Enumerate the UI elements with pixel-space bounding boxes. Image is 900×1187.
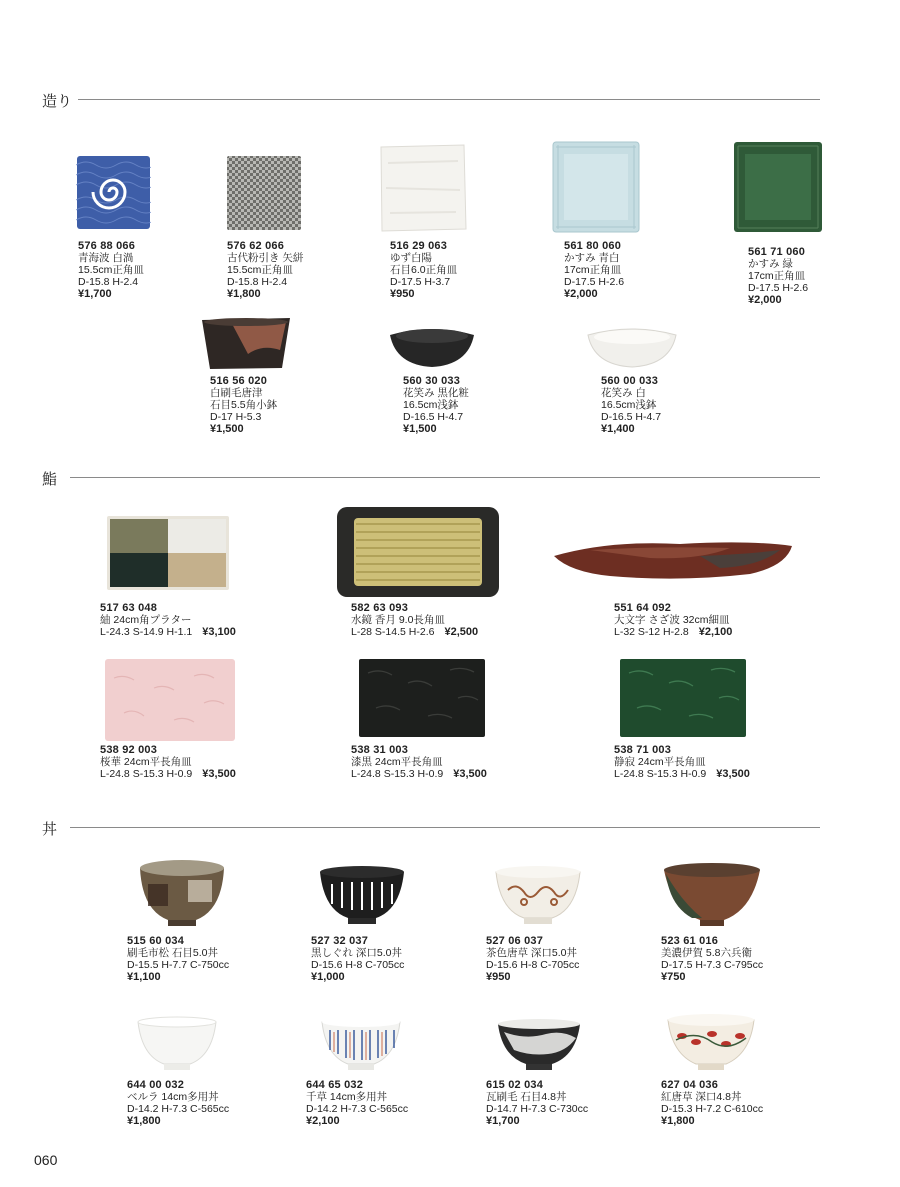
product-image [138,858,226,928]
product-name: 漆黒 24cm平長角皿 [351,756,443,768]
product-price: ¥950 [486,971,511,983]
product-dims: L-24.8 S-15.3 H-0.9 [351,768,444,780]
product-price: ¥2,000 [748,294,782,306]
product-code: 627 04 036 [661,1079,719,1091]
product-dims: D-16.5 H-4.7 [601,411,662,423]
product-image [336,506,500,598]
product-price: ¥1,800 [127,1115,161,1127]
page-number: 060 [34,1152,58,1168]
product-name: ゆず白陽 [390,252,432,264]
product-name: 瓦刷毛 石目4.8丼 [486,1091,567,1103]
section-divider [70,477,820,478]
product-dims: D-14.2 H-7.3 C-565cc [306,1103,409,1115]
product-price: ¥1,700 [78,288,112,300]
product-price: ¥1,800 [661,1115,695,1127]
product-name: 花笑み 黒化粧 [403,387,469,399]
product-code: 538 71 003 [614,744,672,756]
product-name: 紅唐草 深口4.8丼 [661,1091,742,1103]
product-price: ¥1,400 [601,423,635,435]
product-desc: 17cm正角皿 [748,270,806,282]
product-price: ¥1,700 [486,1115,520,1127]
product-code: 561 71 060 [748,246,806,258]
product-code: 644 00 032 [127,1079,185,1091]
product-image [226,155,302,231]
product-image [378,143,468,233]
product-desc: 15.5cm正角皿 [227,264,293,276]
product-image [104,658,236,742]
product-dims: D-17.5 H-2.6 [564,276,625,288]
product-dims: D-15.8 H-2.4 [78,276,139,288]
product-dims: D-14.2 H-7.3 C-565cc [127,1103,230,1115]
product-desc: 17cm正角皿 [564,264,622,276]
product-price: ¥950 [390,288,415,300]
product-price: ¥3,500 [716,768,750,780]
product-code: 538 92 003 [100,744,158,756]
product-price: ¥1,500 [403,423,437,435]
product-price: ¥2,500 [444,626,479,638]
product-dims: D-14.7 H-7.3 C-730cc [486,1103,589,1115]
product-dims: D-15.3 H-7.2 C-610cc [661,1103,764,1115]
product-price: ¥3,100 [202,626,236,638]
product-code: 644 65 032 [306,1079,364,1091]
product-code: 527 32 037 [311,935,369,947]
product-image [106,515,230,591]
product-name: 青海波 白渦 [78,252,134,264]
product-name: かすみ 青白 [564,252,620,264]
section-title-tsukuri: 造り [42,92,73,110]
product-price: ¥1,100 [127,971,161,983]
product-image [320,1016,402,1072]
product-image [619,658,747,738]
product-code: 523 61 016 [661,935,719,947]
product-dims: D-15.6 H-8 C-705cc [486,959,580,971]
product-price: ¥2,000 [564,288,598,300]
product-dims: L-24.8 S-15.3 H-0.9 [100,768,193,780]
product-code: 576 88 066 [78,240,136,252]
product-desc: 15.5cm正角皿 [78,264,144,276]
product-desc: 16.5cm浅鉢 [601,399,657,411]
product-dims: D-16.5 H-4.7 [403,411,464,423]
product-name: 紬 24cm角プラター [100,614,192,626]
product-name: 刷毛市松 石目5.0丼 [127,947,219,959]
product-code: 582 63 093 [351,602,409,614]
product-code: 551 64 092 [614,602,672,614]
product-image [552,141,640,233]
product-dims: D-15.8 H-2.4 [227,276,288,288]
product-dims: L-24.8 S-15.3 H-0.9 [614,768,707,780]
product-price: ¥3,500 [202,768,236,780]
product-name: 大文字 さざ波 32cm細皿 [614,614,730,626]
product-name: 桜華 24cm平長角皿 [100,756,192,768]
section-title-sushi: 鮨 [42,470,58,488]
product-name: 千草 14cm多用丼 [306,1091,388,1103]
product-code: 561 80 060 [564,240,622,252]
product-name: 茶色唐草 深口5.0丼 [486,947,578,959]
product-price: ¥1,500 [210,423,244,435]
product-code: 538 31 003 [351,744,409,756]
product-desc: 石目6.0正角皿 [390,264,458,276]
product-price: ¥2,100 [306,1115,340,1127]
product-image [666,1012,756,1072]
product-name: かすみ 緑 [748,258,793,270]
product-price: ¥1,800 [227,288,261,300]
section-title-don: 丼 [42,820,58,838]
product-code: 517 63 048 [100,602,158,614]
product-image [733,141,823,233]
product-dims: L-32 S-12 H-2.8 [614,626,689,638]
product-image [550,536,796,584]
product-code: 576 62 066 [227,240,285,252]
product-dims: D-15.6 H-8 C-705cc [311,959,405,971]
product-image [662,862,762,928]
product-dims: L-28 S-14.5 H-2.6 [351,626,435,638]
product-name: 白刷毛唐津 [210,387,263,399]
product-code: 615 02 034 [486,1079,544,1091]
product-dims: D-17.5 H-2.6 [748,282,809,294]
product-image [358,658,486,738]
product-image [318,864,406,926]
product-image [200,314,292,372]
product-name: 美濃伊賀 5.8六兵衛 [661,947,753,959]
product-name: 水鏡 香月 9.0長角皿 [351,614,445,626]
product-name: 古代粉引き 矢絣 [227,252,304,264]
product-code: 515 60 034 [127,935,185,947]
product-name: ベルラ 14cm多用丼 [127,1091,219,1103]
section-divider [78,99,820,100]
product-image [494,864,582,926]
product-price: ¥750 [661,971,686,983]
product-code: 516 29 063 [390,240,448,252]
product-code: 560 30 033 [403,375,461,387]
product-price: ¥1,000 [311,971,345,983]
product-price: ¥2,100 [698,626,733,638]
product-dims: D-17 H-5.3 [210,411,262,423]
product-image [136,1016,218,1072]
product-code: 516 56 020 [210,375,268,387]
product-dims: L-24.3 S-14.9 H-1.1 [100,626,193,638]
product-image [76,155,151,230]
product-name: 黒しぐれ 深口5.0丼 [311,947,403,959]
product-code: 560 00 033 [601,375,659,387]
product-name: 花笑み 白 [601,387,646,399]
product-image [388,325,476,369]
section-divider [70,827,820,828]
product-desc: 石目5.5角小鉢 [210,399,278,411]
product-name: 静寂 24cm平長角皿 [614,756,706,768]
product-image [496,1018,582,1072]
product-dims: D-15.5 H-7.7 C-750cc [127,959,230,971]
product-price: ¥3,500 [453,768,487,780]
product-dims: D-17.5 H-7.3 C-795cc [661,959,764,971]
product-code: 527 06 037 [486,935,544,947]
product-image [586,325,678,369]
product-dims: D-17.5 H-3.7 [390,276,451,288]
product-desc: 16.5cm浅鉢 [403,399,459,411]
